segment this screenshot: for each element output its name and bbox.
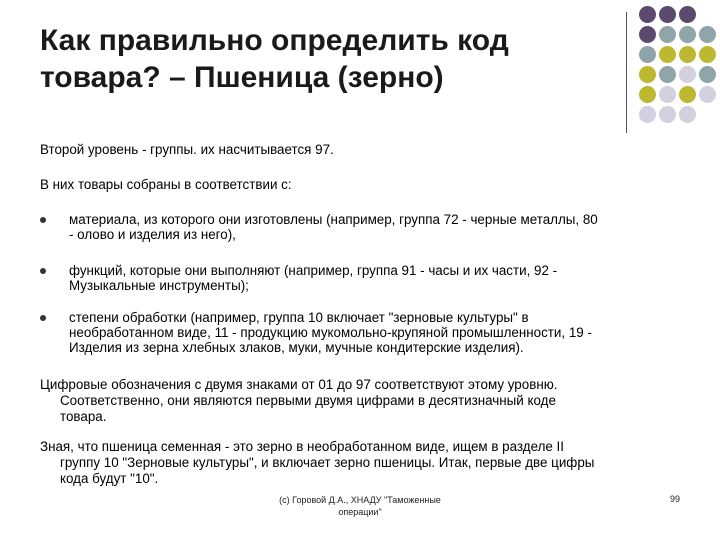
paragraph-line: Цифровые обозначения с двумя знаками от 01 до 97 соответствуют этому уровню. [40, 377, 558, 392]
bullet-icon [40, 268, 46, 274]
decor-dot [639, 26, 656, 43]
decor-dot [679, 46, 696, 63]
decor-dot [639, 86, 656, 103]
slide-footer [240, 494, 480, 518]
decor-dot [679, 66, 696, 83]
paragraph-line: кода будут "10". [60, 471, 159, 486]
decor-dot [659, 66, 676, 83]
bullet-text-line: Музыкальные инструменты); [69, 278, 249, 293]
title-line-2: товара? – Пшеница (зерно) [40, 61, 444, 94]
decor-dot [659, 86, 676, 103]
decor-dot [639, 66, 656, 83]
title-line-1: Как правильно определить код [40, 24, 509, 57]
bullet-text-line: материала, из которого они изготовлены (например, группа 72 - черные металлы, 80 [69, 212, 598, 227]
decor-dot [699, 66, 716, 83]
bullet-text-line: степени обработки (например, группа 10 включает "зерновые культуры" в [69, 310, 529, 325]
paragraph-line: группу 10 "Зерновые культуры", и включает зерно пшеницы. Итак, первые две цифры [60, 455, 595, 470]
decor-dot [659, 6, 676, 23]
bullet-icon [40, 315, 46, 321]
decor-dot [699, 46, 716, 63]
paragraph-line: товара. [60, 409, 107, 424]
decor-dot [679, 26, 696, 43]
paragraph-line: Зная, что пшеница семенная - это зерно в необработанном виде, ищем в разделе II [40, 439, 564, 454]
paragraph-line: Соответственно, они являются первыми двумя цифрами в десятизначный коде [60, 393, 556, 408]
paragraph-intro: В них товары собраны в соответствии с: [40, 177, 292, 192]
decor-dot [639, 106, 656, 123]
slide-title [40, 22, 620, 96]
paragraph-digit-codes [40, 377, 690, 425]
decor-dot [659, 26, 676, 43]
bullet-text-line: Изделия из зерна хлебных злаков, муки, мучные кондитерские изделия). [69, 340, 524, 355]
bullet-icon [40, 217, 46, 223]
paragraph-levels: Второй уровень - группы. их насчитывается 97. [40, 142, 334, 157]
decor-dot [639, 46, 656, 63]
page-number: 99 [669, 494, 680, 504]
decor-dot [659, 46, 676, 63]
decor-dot [639, 6, 656, 23]
bullet-text-line: функций, которые они выполняют (например, группа 91 - часы и их части, 92 - [69, 263, 558, 278]
decor-dot [679, 6, 696, 23]
decorative-dot-grid [636, 6, 720, 130]
footer-line: операции" [338, 507, 382, 517]
decor-dot [679, 106, 696, 123]
decor-dot [699, 86, 716, 103]
bullet-text-line: - олово и изделия из него), [69, 227, 236, 242]
paragraph-wheat-conclusion [40, 439, 690, 487]
footer-line: (с) Горовой Д.А., ХНАДУ "Таможенные [279, 495, 441, 505]
decor-dot [659, 106, 676, 123]
decor-dot [699, 26, 716, 43]
decor-dot [679, 86, 696, 103]
bullet-text-line: необработанном виде, 11 - продукцию мукомольно-крупяной промышленности, 19 - [69, 325, 592, 340]
title-divider [626, 12, 627, 133]
